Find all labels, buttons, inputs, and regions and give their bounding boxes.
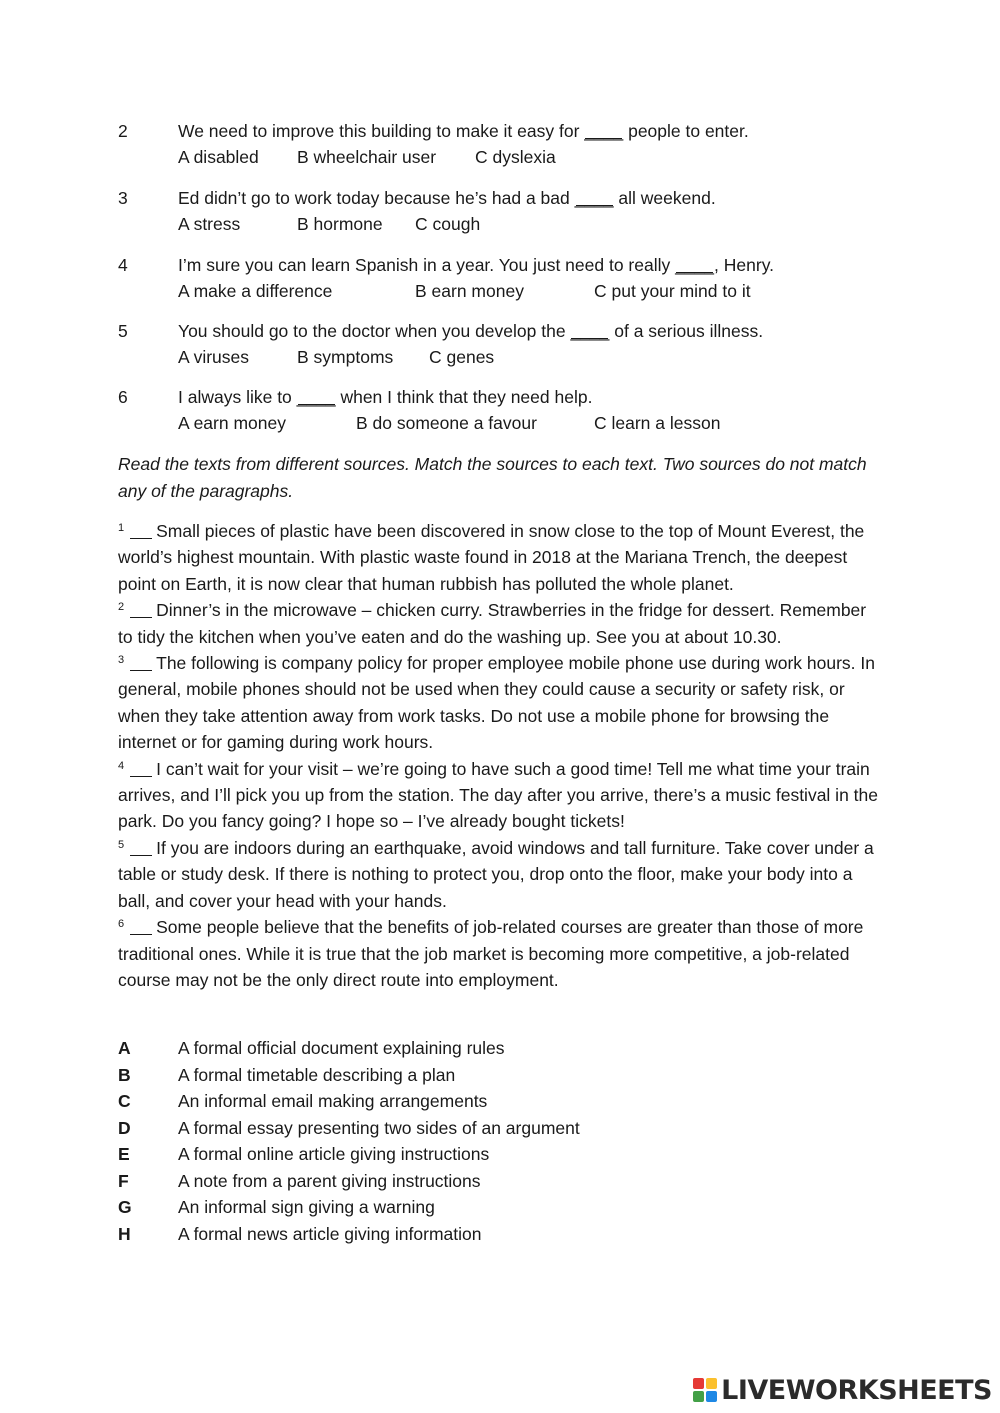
question-number: 2	[118, 121, 128, 141]
source-description: A formal news article giving information	[178, 1223, 482, 1244]
source-item	[118, 1168, 878, 1195]
paragraph-number: 3	[118, 654, 125, 667]
source-list	[118, 1035, 878, 1247]
answer-blank[interactable]: ____	[575, 185, 614, 211]
logo-square	[706, 1391, 717, 1402]
answer-gap[interactable]	[130, 914, 152, 935]
question-text: I’m sure you can learn Spanish in a year. You just need to really ____, Henry.	[178, 252, 774, 278]
option-c[interactable]: C genes	[429, 347, 495, 367]
logo-square	[706, 1378, 717, 1389]
answer-gap[interactable]	[130, 650, 152, 671]
question-2	[118, 118, 878, 170]
source-letter: G	[118, 1197, 132, 1217]
source-description: A formal official document explaining rules	[178, 1038, 505, 1058]
source-letter: E	[118, 1144, 130, 1164]
question-number: 4	[118, 255, 128, 275]
source-description: A formal online article giving instructions	[178, 1144, 490, 1164]
question-3	[118, 185, 878, 237]
source-item	[118, 1115, 878, 1142]
option-b[interactable]: B do someone a favour	[356, 413, 537, 433]
paragraph-number: 6	[118, 918, 125, 931]
option-c[interactable]: C dyslexia	[475, 147, 556, 167]
option-c[interactable]: C cough	[415, 214, 481, 234]
answer-blank[interactable]: ____	[297, 384, 336, 410]
paragraph-number: 2	[118, 601, 125, 614]
logo-mark-icon	[693, 1378, 717, 1402]
answer-blank[interactable]: ____	[675, 252, 714, 278]
question-number: 5	[118, 321, 128, 341]
source-letter: C	[118, 1091, 131, 1111]
answer-gap[interactable]	[130, 756, 152, 777]
option-b[interactable]: B symptoms	[297, 347, 394, 367]
option-a[interactable]: A earn money	[178, 413, 286, 433]
source-item	[118, 1088, 878, 1115]
source-letter: D	[118, 1117, 131, 1138]
option-a[interactable]: A disabled	[178, 147, 259, 167]
option-a[interactable]: A stress	[178, 214, 241, 234]
option-c[interactable]: C learn a lesson	[594, 413, 721, 433]
option-b[interactable]: B earn money	[415, 281, 524, 301]
source-item	[118, 1194, 878, 1221]
question-number: 3	[118, 188, 128, 208]
text-paragraph-6: $^6$ Some people believe that the benefits of job-related courses are greater than those of more traditional ones. While it is true that the job market is becoming more competitive, a job-related course may not be the only direct route into employment.	[118, 914, 878, 993]
source-item	[118, 1035, 878, 1062]
source-description: A formal essay presenting two sides of an argument	[178, 1117, 580, 1138]
answer-gap[interactable]	[130, 597, 152, 618]
question-5	[118, 318, 878, 370]
question-4	[118, 252, 878, 304]
question-text: You should go to the doctor when you develop the ____ of a serious illness.	[178, 318, 763, 344]
source-letter: A	[118, 1038, 131, 1058]
text-paragraph-4: $^4$ I can’t wait for your visit – we’re going to have such a good time! Tell me what time your train arrives, and I’ll pick you up from the station. The day after you arrive, there’s a music festival in the park. Do you fancy going? I hope so – I’ve already bought tickets!	[118, 756, 878, 835]
text-paragraph-2: $^2$ Dinner’s in the microwave – chicken curry. Strawberries in the fridge for dessert. Remember to tidy the kitchen when you’ve eaten and do the washing up. See you at about 10.30.	[118, 597, 878, 650]
paragraph-number: 4	[118, 759, 125, 772]
source-description: An informal email making arrangements	[178, 1091, 488, 1111]
answer-blank[interactable]: ____	[570, 318, 609, 344]
option-c[interactable]: C put your mind to it	[594, 281, 751, 301]
logo-square	[693, 1391, 704, 1402]
reading-texts	[118, 518, 878, 993]
source-letter: F	[118, 1170, 129, 1191]
answer-gap[interactable]	[130, 835, 152, 856]
question-text: We need to improve this building to make it easy for ____ people to enter.	[178, 118, 749, 144]
option-a[interactable]: A viruses	[178, 347, 249, 367]
text-paragraph-1: $^1$ Small pieces of plastic have been discovered in snow close to the top of Mount Everest, the world’s highest mountain. With plastic waste found in 2018 at the Mariana Trench, the deepest point on Earth, it is now clear that human rubbish has polluted the whole planet.	[118, 518, 878, 597]
question-number: 6	[118, 387, 128, 407]
logo-square	[693, 1378, 704, 1389]
source-description: A note from a parent giving instructions	[178, 1170, 481, 1191]
instruction-text: Read the texts from different sources. Match the sources to each text. Two sources do not match any of the paragraphs.	[118, 454, 867, 501]
text-paragraph-3: $^3$ The following is company policy for proper employee mobile phone use during work hours. In general, mobile phones should not be used when they could cause a security or safety risk, or when they take attention away from work tasks. Do not use a mobile phone for browsing the internet or for gaming during work hours.	[118, 650, 878, 756]
option-b[interactable]: B wheelchair user	[297, 147, 437, 167]
answer-gap[interactable]	[130, 518, 152, 539]
paragraph-number: 5	[118, 838, 125, 851]
source-letter: H	[118, 1223, 131, 1244]
question-text: I always like to ____ when I think that they need help.	[178, 384, 592, 410]
source-item	[118, 1221, 878, 1248]
source-item	[118, 1062, 878, 1089]
logo-text: LIVEWORKSHEETS	[721, 1374, 992, 1406]
source-item	[118, 1141, 878, 1168]
option-a[interactable]: A make a difference	[178, 281, 333, 301]
text-paragraph-5: $^5$ If you are indoors during an earthquake, avoid windows and tall furniture. Take cover under a table or study desk. If there is nothing to protect you, drop onto the floor, make your body into a ball, and cover your head with your hands.	[118, 835, 878, 914]
source-description: A formal timetable describing a plan	[178, 1064, 456, 1085]
answer-blank[interactable]: ____	[584, 118, 623, 144]
question-6	[118, 384, 878, 436]
question-text: Ed didn’t go to work today because he’s had a bad ____ all weekend.	[178, 185, 716, 211]
liveworksheets-logo[interactable]	[693, 1373, 992, 1407]
option-b[interactable]: B hormone	[297, 214, 383, 234]
source-description: An informal sign giving a warning	[178, 1197, 435, 1217]
paragraph-number: 1	[118, 522, 125, 534]
source-letter: B	[118, 1064, 131, 1085]
